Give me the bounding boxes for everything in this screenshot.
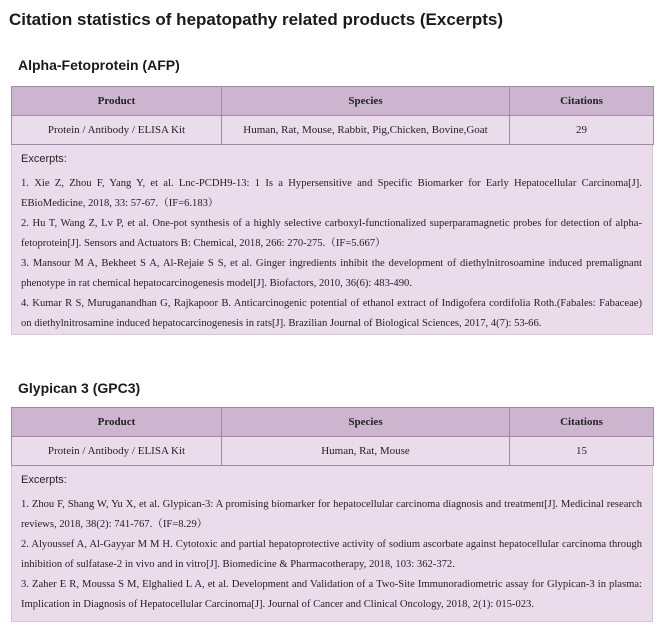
- reference-item: 2. Hu T, Wang Z, Lv P, et al. One-pot synthesis of a highly selective carboxyl-functionalized superparamagnetic probes for detection of alpha-fetoprotein[J]. Sensors and Actuators B: Chemical, 2018, 266: 270-275.（IF=5.667）: [21, 218, 642, 249]
- header-product: Product: [12, 87, 222, 116]
- table-row: [12, 437, 654, 466]
- table-header-row: [12, 408, 654, 437]
- section-title-afp: Alpha-Fetoprotein (AFP): [18, 57, 180, 73]
- afp-stats-table: [11, 86, 654, 145]
- reference-item: 4. Kumar R S, Muruganandhan G, Rajkapoor B. Anticarcinogenic potential of ethanol extract of Indigofera cordifolia Roth.(Fabales: Fabaceae) on diethylnitrosamine induced hepatocarcinogenesis in rats[J]. Brazilian Journal of Biological Sciences, 2017, 4(7): 53-66.: [21, 298, 642, 329]
- cell-product: Protein / Antibody / ELISA Kit: [12, 437, 222, 466]
- gpc3-block: [11, 407, 653, 622]
- reference-item: 1. Zhou F, Shang W, Yu X, et al. Glypican‐3: A promising biomarker for hepatocellular carcinoma diagnosis and treatment[J]. Medicinal research reviews, 2018, 38(2): 741-767.（IF=8.29）: [21, 499, 642, 530]
- table-row: [12, 116, 654, 145]
- cell-species: Human, Rat, Mouse: [222, 437, 510, 466]
- cell-species: Human, Rat, Mouse, Rabbit, Pig,Chicken, Bovine,Goat: [222, 116, 510, 145]
- header-product: Product: [12, 408, 222, 437]
- table-header-row: [12, 87, 654, 116]
- excerpts-label: Excerpts:: [21, 153, 67, 165]
- page-title: Citation statistics of hepatopathy related products (Excerpts): [9, 10, 504, 29]
- cell-product: Protein / Antibody / ELISA Kit: [12, 116, 222, 145]
- cell-citations: 29: [510, 116, 654, 145]
- section-title-gpc3: Glypican 3 (GPC3): [18, 380, 141, 396]
- reference-item: 1. Xie Z, Zhou F, Yang Y, et al. Lnc-PCDH9-13: 1 Is a Hypersensitive and Specific Biomarker for Early Hepatocellular Carcinoma[J]. EBioMedicine, 2018, 33: 57-67.（IF=6.183）: [21, 178, 642, 209]
- gpc3-excerpts: [11, 466, 653, 622]
- afp-excerpts: [11, 145, 653, 335]
- reference-item: 3. Zaher E R, Moussa S M, Elghalied L A, et al. Development and Validation of a Two-Site Immunoradiometric assay for Glypican-3 in plasma: Implication in Diagnosis of Hepatocellular Carcinoma[J]. Journal of Cancer and Clinical Oncology, 2018, 2(1): 015-023.: [21, 579, 642, 610]
- header-citations: Citations: [510, 408, 654, 437]
- reference-item: 3. Mansour M A, Bekheet S A, Al‐Rejaie S S, et al. Ginger ingredients inhibit the development of diethylnitrosoamine induced premalignant phenotype in rat chemical hepatocarcinogenesis model[J]. Biofactors, 2010, 36(6): 483-490.: [21, 258, 642, 289]
- afp-block: [11, 86, 653, 335]
- reference-item: 2. Alyoussef A, Al-Gayyar M M H. Cytotoxic and partial hepatoprotective activity of sodium ascorbate against hepatocellular carcinoma through inhibition of sulfatase-2 in vivo and in vitro[J]. Biomedicine & Pharmacotherapy, 2018, 103: 362-372.: [21, 539, 642, 570]
- header-citations: Citations: [510, 87, 654, 116]
- excerpts-label: Excerpts:: [21, 474, 67, 486]
- gpc3-stats-table: [11, 407, 654, 466]
- header-species: Species: [222, 87, 510, 116]
- cell-citations: 15: [510, 437, 654, 466]
- header-species: Species: [222, 408, 510, 437]
